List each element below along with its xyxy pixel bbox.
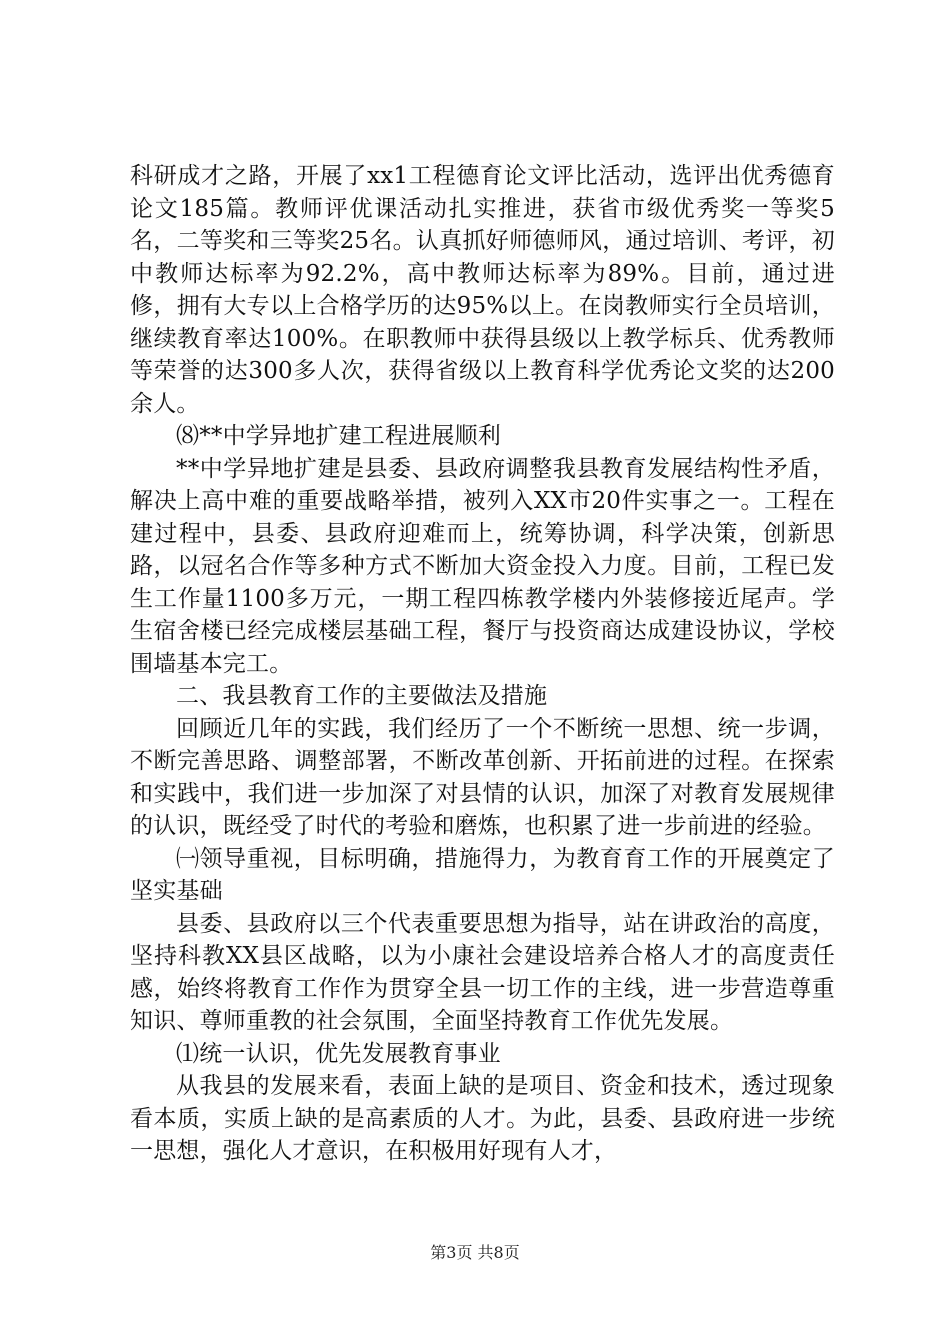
paragraph-talent-need: 从我县的发展来看，表面上缺的是项目、资金和技术，透过现象看本质，实质上缺的是高素质的人才。为此，县委、县政府进一步统一思想，强化人才意识，在积极用好现有人才，: [130, 1073, 835, 1164]
page-footer: 第3页 共8页: [430, 1243, 520, 1262]
paragraph-review-practice: 回顾近几年的实践，我们经历了一个不断统一思想、统一步调，不断完善思路、调整部署，不断改革创新、开拓前进的过程。在探索和实践中，我们进一步加深了对县情的认识，加深了对教育发展规律的认识，既经受了时代的考验和磨炼，也积累了进一步前进的经验。: [130, 715, 835, 839]
paragraph-teacher-training: 科研成才之路，开展了xx1工程德育论文评比活动，选评出优秀德育论文185篇。教师评优课活动扎实推进，获省市级优秀奖一等奖5名，二等奖和三等奖25名。认真抓好师德师风，通过培训、考评，初中教师达标率为92.2%，高中教师达标率为89%。目前，通过进修，拥有大专以上合格学历的达95%以上。在岗教师实行全员培训，继续教育率达100%。在职教师中获得县级以上教学标兵、优秀教师等荣誉的达300多人次，获得省级以上教育科学优秀论文奖的达200余人。: [130, 163, 835, 417]
paragraph-county-government: 县委、县政府以三个代表重要思想为指导，站在讲政治的高度，坚持科教XX县区战略，以为小康社会建设培养合格人才的高度责任感，始终将教育工作作为贯穿全县一切工作的主线，进一步营造尊重知识、尊师重教的社会氛围，全面坚持教育工作优先发展。: [130, 910, 835, 1034]
section-heading-school-expansion: ⑻**中学异地扩建工程进展顺利: [176, 423, 501, 449]
paragraph-school-expansion: **中学异地扩建是县委、县政府调整我县教育发展结构性矛盾，解决上高中难的重要战略举措，被列入XX市20件实事之一。工程在建过程中，县委、县政府迎难而上，统筹协调，科学决策，创新思路，以冠名合作等多种方式不断加大资金投入力度。目前，工程已发生工作量1100多万元，一期工程四栋教学楼内外装修接近尾声。学生宿舍楼已经完成楼层基础工程，餐厅与投资商达成建设协议，学校围墙基本完工。: [130, 455, 835, 677]
section-heading-leadership: ㈠领导重视，目标明确，措施得力，为教育育工作的开展奠定了坚实基础: [130, 845, 835, 904]
document-body: [130, 160, 835, 1168]
section-heading-unify-understanding: ⑴统一认识，优先发展教育事业: [176, 1040, 501, 1067]
section-heading-main-measures: 二、我县教育工作的主要做法及措施: [176, 683, 548, 709]
